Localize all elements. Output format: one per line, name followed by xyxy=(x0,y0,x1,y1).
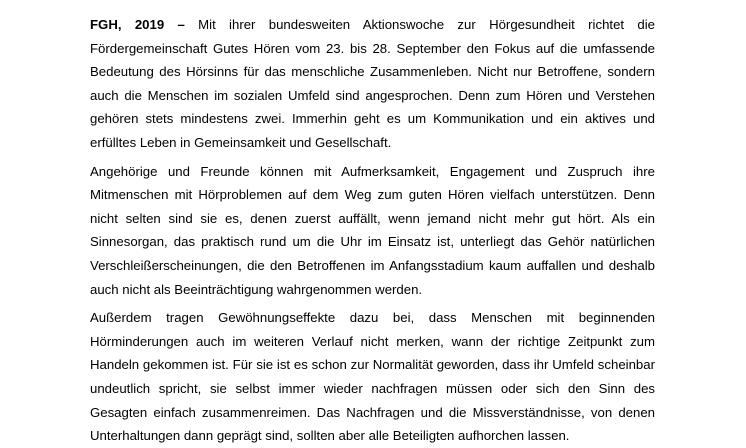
paragraph-1 xyxy=(90,13,655,155)
document-body xyxy=(90,13,655,448)
paragraph-text: Angehörige und Freunde können mit Aufmerksamkeit, Engagement und Zuspruch ihre Mitmenschen mit Hörproblemen auf dem Weg zum guten Hören vielfach unterstützen. Denn nicht selten sind sie es, denen zuerst auffällt, wenn jemand nicht mehr gut hört. Als ein Sinnesorgan, das praktisch rund um die Uhr im Einsatz ist, unterliegt das Gehör natürlichen Verschleißerscheinungen, die den Betroffenen im Anfangsstadium kaum auffallen und deshalb auch nicht als Beeinträchtigung wahrgenommen werden. xyxy=(90,163,655,297)
paragraph-text: Außerdem tragen Gewöhnungseffekte dazu bei, dass Menschen mit beginnenden Hörminderungen auch im weiteren Verlauf nicht merken, wann der richtige Zeitpunkt zum Handeln gekommen ist. Für sie ist es schon zur Normalität geworden, dass ihr Umfeld scheinbar undeutlich spricht, sie selbst immer wieder nachfragen müssen oder sich den Sinn des Gesagten einfach zusammenreimen. Das Nachfragen und die Missverständnisse, von denen Unterhaltungen dann geprägt sind, sollten aber alle Beteiligten aufhorchen lassen. xyxy=(90,310,655,444)
paragraph-3 xyxy=(90,306,655,448)
paragraph-2 xyxy=(90,160,655,302)
paragraph-text: Mit ihrer bundesweiten Aktionswoche zur Hörgesundheit richtet die Fördergemeinschaft Gutes Hören vom 23. bis 28. September den Fokus auf die umfassende Bedeutung des Hörsinns für das menschliche Zusammenleben. Nicht nur Betroffene, sondern auch die Menschen im sozialen Umfeld sind angesprochen. Denn zum Hören und Verstehen gehören stets mindestens zwei. Immerhin geht es um Kommunikation und ein aktives und erfülltes Leben in Gemeinsamkeit und Gesellschaft. xyxy=(90,17,656,150)
paragraph-lead: FGH, 2019 – xyxy=(90,17,185,32)
